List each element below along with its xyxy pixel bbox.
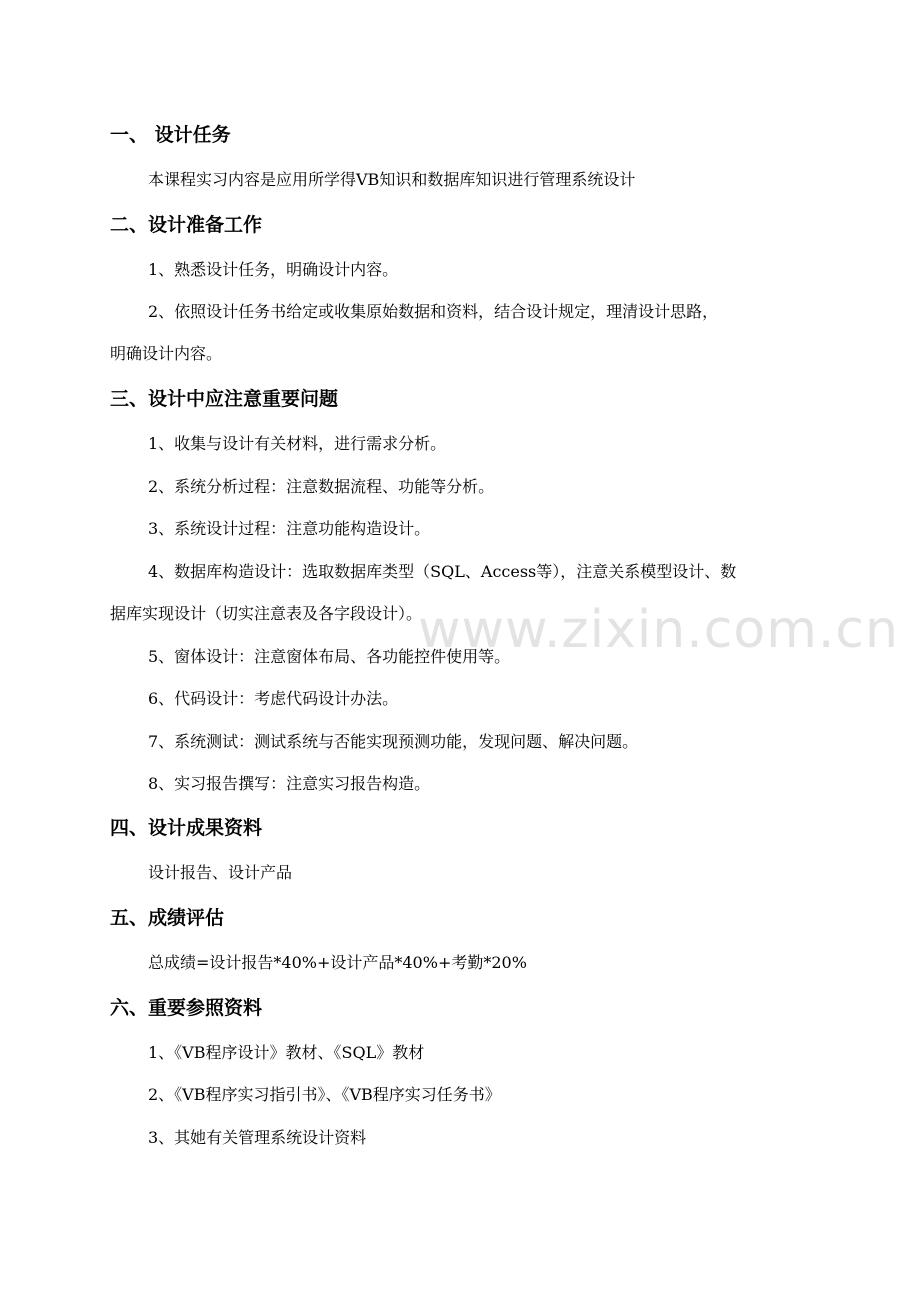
list-item: 2、《VB程序实习指引书》、《VB程序实习任务书》 xyxy=(148,1085,501,1104)
paragraph: 本课程实习内容是应用所学得VB知识和数据库知识进行管理系统设计 xyxy=(148,170,636,189)
list-item-continuation: 据库实现设计（切实注意表及各字段设计）。 xyxy=(110,604,423,623)
section-heading-5: 五、成绩评估 xyxy=(110,907,225,929)
section-heading-6: 六、重要参照资料 xyxy=(110,997,263,1019)
list-item: 2、依照设计任务书给定或收集原始数据和资料，结合设计规定，理清设计思路， xyxy=(148,302,719,321)
list-item: 4、数据库构造设计：选取数据库类型（SQL、Access等），注意关系模型设计、数 xyxy=(148,562,737,581)
list-item: 8、实习报告撰写：注意实习报告构造。 xyxy=(148,774,431,793)
list-item: 1、收集与设计有关材料，进行需求分析。 xyxy=(148,434,447,453)
list-item: 1、熟悉设计任务，明确设计内容。 xyxy=(148,260,399,279)
watermark: www.zixin.com.cn xyxy=(418,600,899,660)
section-heading-4: 四、设计成果资料 xyxy=(110,817,263,839)
list-item: 7、系统测试：测试系统与否能实现预测功能，发现问题、解决问题。 xyxy=(148,732,639,751)
list-item: 5、窗体设计：注意窗体布局、各功能控件使用等。 xyxy=(148,647,511,666)
section-heading-2: 二、设计准备工作 xyxy=(110,214,263,236)
section-heading-1: 一、 设计任务 xyxy=(110,124,231,146)
paragraph: 总成绩=设计报告*40%+设计产品*40%+考勤*20% xyxy=(148,953,527,972)
list-item: 3、系统设计过程：注意功能构造设计。 xyxy=(148,519,431,538)
list-item: 1、《VB程序设计》教材、《SQL》教材 xyxy=(148,1043,425,1062)
list-item: 6、代码设计：考虑代码设计办法。 xyxy=(148,689,399,708)
section-heading-3: 三、设计中应注意重要问题 xyxy=(110,388,339,410)
list-item-continuation: 明确设计内容。 xyxy=(110,344,223,363)
list-item: 3、其她有关管理系统设计资料 xyxy=(148,1128,367,1147)
list-item: 2、系统分析过程：注意数据流程、功能等分析。 xyxy=(148,477,495,496)
paragraph: 设计报告、设计产品 xyxy=(148,863,293,882)
